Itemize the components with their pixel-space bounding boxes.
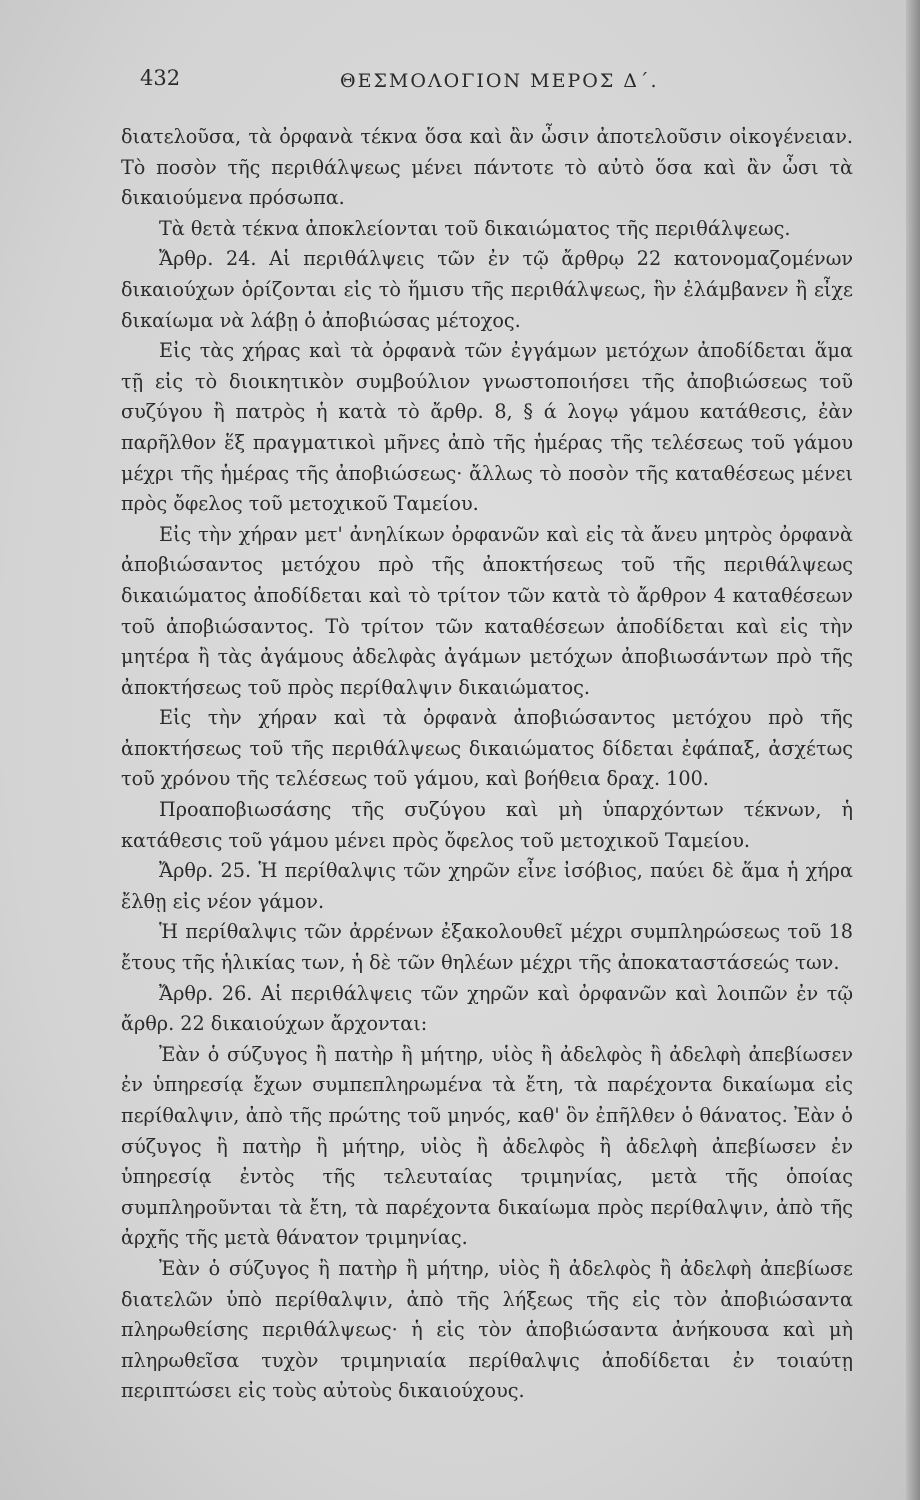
- paragraph: Ἄρθρ. 26. Αἱ περιθάλψεις τῶν χηρῶν καὶ ὀρφανῶν καὶ λοιπῶν ἐν τῷ ἄρθρ. 22 δικαιούχων ἄρχονται:: [121, 981, 853, 1036]
- paragraph: Εἰς τὴν χήραν μετ' ἀνηλίκων ὀρφανῶν καὶ εἰς τὰ ἄνευ μητρὸς ὀρφανὰ ἀποβιώσαντος μετόχου πρὸ τῆς ἀποκτήσεως τοῦ τῆς περιθάλψεως δικαιώματος ἀποδίδεται καὶ τὸ τρίτον τῶν κατὰ τὸ ἄρθρον 4 καταθέσεων τοῦ ἀποβιώσαντος. Τὸ τρίτον τῶν καταθέσεων ἀποδίδεται καὶ εἰς τὴν μητέρα ἢ τὰς ἀγάμους ἀδελφὰς ἀγάμων μετόχων ἀποβιωσάντων πρὸ τῆς ἀποκτήσεως τοῦ πρὸς περίθαλψιν δικαιώματος.: [121, 522, 853, 699]
- paragraph: Ἐὰν ὁ σύζυγος ἢ πατὴρ ἢ μήτηρ, υἱὸς ἢ ἀδελφὸς ἢ ἀδελφὴ ἀπεβίωσε διατελῶν ὑπὸ περίθαλψιν, ἀπὸ τῆς λήξεως τῆς εἰς τὸν ἀποβιώσαντα πληρωθείσης περιθάλψεως· ἡ εἰς τὸν ἀποβιώσαντα ἀνήκουσα καὶ μὴ πληρωθεῖσα τυχὸν τριμηνιαία περίθαλψις ἀποδίδεται ἐν τοιαύτῃ περιπτώσει εἰς τοὺς αὐτοὺς δικαιούχους.: [121, 1256, 853, 1403]
- running-title: ΘΕΣΜΟΛΟΓΙΟΝ ΜΕΡΟΣ Δ΄.: [340, 70, 659, 92]
- page-number: 432: [140, 66, 181, 90]
- paragraph: Προαποβιωσάσης τῆς συζύγου καὶ μὴ ὑπαρχόντων τέκνων, ἡ κατάθεσις τοῦ γάμου μένει πρὸς ὄφελος τοῦ μετοχικοῦ Ταμείου.: [121, 798, 853, 852]
- paragraph: Εἰς τὰς χήρας καὶ τὰ ὀρφανὰ τῶν ἐγγάμων μετόχων ἀποδίδεται ἅμα τῇ εἰς τὸ διοικητικὸν συμβούλιον γνωστοποιήσει τῆς ἀποβιώσεως τοῦ συζύγου ἢ πατρὸς ἡ κατὰ τὸ ἄρθρ. 8, § ά λογῳ γάμου κατάθεσις, ἐὰν παρῆλθον ἕξ πραγματικοὶ μῆνες ἀπὸ τῆς ἡμέρας τῆς τελέσεως τοῦ γάμου μέχρι τῆς ἡμέρας τῆς ἀποβιώσεως· ἄλλως τὸ ποσὸν τῆς καταθέσεως μένει πρὸς ὄφελος τοῦ μετοχικοῦ Ταμείου.: [121, 339, 853, 516]
- paragraph: Ἄρθρ. 24. Αἱ περιθάλψεις τῶν ἐν τῷ ἄρθρῳ 22 κατονομαζομένων δικαιούχων ὁρίζονται εἰς τὸ ἥμισυ τῆς περιθάλψεως, ἣν ἐλάμβανεν ἢ εἶχε δικαίωμα νὰ λάβῃ ὁ ἀποβιώσας μέτοχος.: [121, 247, 853, 332]
- page-edge-shadow: [906, 0, 920, 1500]
- paragraph: Ἐὰν ὁ σύζυγος ἢ πατὴρ ἢ μήτηρ, υἱὸς ἢ ἀδελφὸς ἢ ἀδελφὴ ἀπεβίωσεν ἐν ὑπηρεσίᾳ ἔχων συμπεπληρωμένα τὰ ἔτη, τὰ παρέχοντα δικαίωμα εἰς περίθαλψιν, ἀπὸ τῆς πρώτης τοῦ μηνός, καθ' ὃν ἐπῆλθεν ὁ θάνατος. Ἐὰν ὁ σύζυγος ἢ πατὴρ ἢ μήτηρ, υἱὸς ἢ ἀδελφὸς ἢ ἀδελφὴ ἀπεβίωσεν ἐν ὑπηρεσίᾳ ἐντὸς τῆς τελευταίας τριμηνίας, μετὰ τῆς ὁποίας συμπληροῦνται τὰ ἔτη, τὰ παρέχοντα δικαίωμα πρὸς περίθαλψιν, ἀπὸ τῆς ἀρχῆς τῆς μετὰ θάνατον τριμηνίας.: [121, 1042, 853, 1250]
- running-head: [140, 66, 840, 96]
- paragraph: Εἰς τὴν χήραν καὶ τὰ ὀρφανὰ ἀποβιώσαντος μετόχου πρὸ τῆς ἀποκτήσεως τοῦ τῆς περιθάλψεως δικαιώματος δίδεται ἐφάπαξ, ἀσχέτως τοῦ χρόνου τῆς τελέσεως τοῦ γάμου, καὶ βοήθεια δραχ. 100.: [121, 706, 853, 791]
- paragraph: διατελοῦσα, τὰ ὀρφανὰ τέκνα ὅσα καὶ ἂν ὦσιν ἀποτελοῦσιν οἰκογένειαν. Τὸ ποσὸν τῆς περιθάλψεως μένει πάντοτε τὸ αὐτὸ ὅσα καὶ ἂν ὦσι τὰ δικαιούμενα πρόσωπα.: [121, 125, 853, 210]
- body-text: [121, 122, 853, 1407]
- paragraph: Ἄρθρ. 25. Ἡ περίθαλψις τῶν χηρῶν εἶνε ἰσόβιος, παύει δὲ ἅμα ἡ χήρα ἔλθῃ εἰς νέον γάμον.: [121, 859, 853, 913]
- paragraph: Τὰ θετὰ τέκνα ἀποκλείονται τοῦ δικαιώματος τῆς περιθάλψεως.: [159, 216, 791, 240]
- paragraph: Ἡ περίθαλψις τῶν ἀρρένων ἐξακολουθεῖ μέχρι συμπληρώσεως τοῦ 18 ἔτους τῆς ἡλικίας των, ἡ δὲ τῶν θηλέων μέχρι τῆς ἀποκαταστάσεώς των.: [121, 920, 853, 975]
